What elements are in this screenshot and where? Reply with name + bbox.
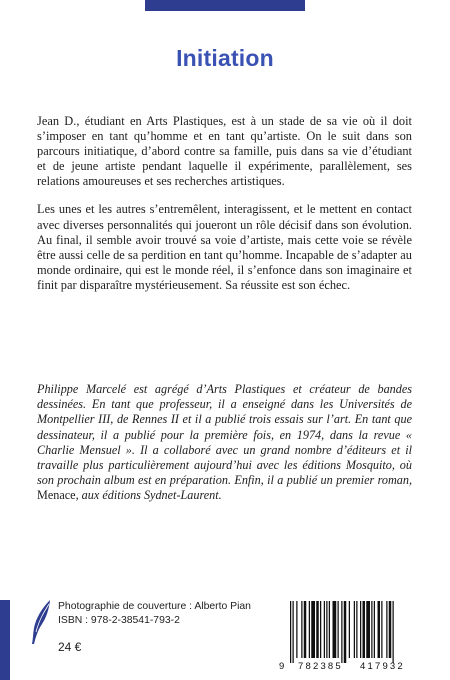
photo-credit: Photographie de couverture : Alberto Pian: [58, 601, 251, 612]
barcode-bar: [296, 601, 297, 658]
bio-novel-title: Menace: [37, 488, 76, 503]
barcode-bar: [363, 601, 366, 658]
barcode-bar: [320, 601, 321, 658]
barcode-bar: [354, 601, 355, 658]
isbn-barcode: [276, 598, 428, 672]
barcode-bar: [386, 601, 387, 658]
barcode-bar: [293, 601, 294, 663]
barcode-bar: [349, 601, 350, 658]
summary-paragraph-2: Les unes et les autres s’entremêlent, interagissent, et le mettent en contact avec diverses personnalités qui joueront un rôle décisif dans son évolution. Au final, il semble avoir trouvé sa voie d’artiste, mais cette voie se révèle être aussi celle de sa perdition en tant qu’homme. Incapable de s’adapter au monde ordinaire, qui est le monde réel, il s’enfonce dans son imaginaire et finit par disparaître mystérieusement. Sa réussite est son échec.: [37, 202, 412, 292]
book-title: Initiation: [176, 45, 274, 71]
summary-paragraph-1: Jean D., étudiant en Arts Plastiques, est à un stade de sa vie où il doit s’imposer en tant qu’homme et en tant qu’artiste. On le suit dans son parcours initiatique, d’abord contre sa famille, puis dans sa vie d’étudiant et de jeune artiste pendant laquelle il expérimente, parallèlement, ses relations amoureuses et ses recherches artistiques.: [37, 114, 412, 189]
bio-text-part-1: Philippe Marcelé est agrégé d’Arts Plastiques et créateur de bandes dessinées. En tant que professeur, il a enseigné dans les Universités de Montpellier III, de Rennes II et il a publié trois essais sur l’art. En tant que dessinateur, il a publié pour la première fois, en 1974, dans la revue « Charlie Mensuel ». Il a collaboré avec un grand nombre d’éditeurs et il travaille plus particulièrement aujourd’hui avec les éditions Mosquito, où son prochain album est en préparation. Enfin, il a publié un premier roman,: [37, 382, 412, 488]
barcode-bar: [378, 601, 381, 658]
barcode-bar: [324, 601, 325, 658]
summary-text: [37, 114, 412, 306]
barcode-bar: [371, 601, 372, 658]
barcode-bar: [338, 601, 339, 658]
isbn-text: ISBN : 978-2-38541-793-2: [58, 615, 180, 626]
barcode-bars: [290, 601, 394, 663]
barcode-bar: [356, 601, 357, 658]
bio-text-part-2: , aux éditions Sydnet-Laurent.: [75, 488, 222, 503]
barcode-bar: [366, 601, 370, 658]
quill-feather-icon: [28, 598, 54, 646]
left-accent-bar: [0, 600, 10, 680]
barcode-bar: [301, 601, 302, 658]
barcode-bar: [360, 601, 361, 658]
barcode-bar: [344, 601, 347, 663]
barcode-bar: [393, 601, 394, 663]
top-accent-bar: [145, 0, 305, 11]
author-bio: [37, 382, 412, 504]
barcode-digit-first: 9: [279, 661, 285, 672]
barcode-graphic: [276, 598, 428, 672]
barcode-bar: [326, 601, 327, 658]
barcode-digits-right: 417932: [360, 661, 405, 672]
barcode-bar: [329, 601, 330, 658]
price-text: 24 €: [58, 640, 82, 654]
barcode-bar: [304, 601, 307, 658]
credits-block: [58, 600, 251, 628]
barcode-bar: [381, 601, 382, 658]
barcode-bar: [309, 601, 310, 658]
barcode-bar: [290, 601, 291, 663]
barcode-bar: [333, 601, 337, 658]
barcode-bar: [316, 601, 319, 658]
barcode-bar: [341, 601, 342, 663]
barcode-bar: [311, 601, 315, 658]
barcode-bar: [389, 601, 392, 658]
barcode-bar: [374, 601, 375, 658]
barcode-digits-left: 782385: [298, 661, 343, 672]
